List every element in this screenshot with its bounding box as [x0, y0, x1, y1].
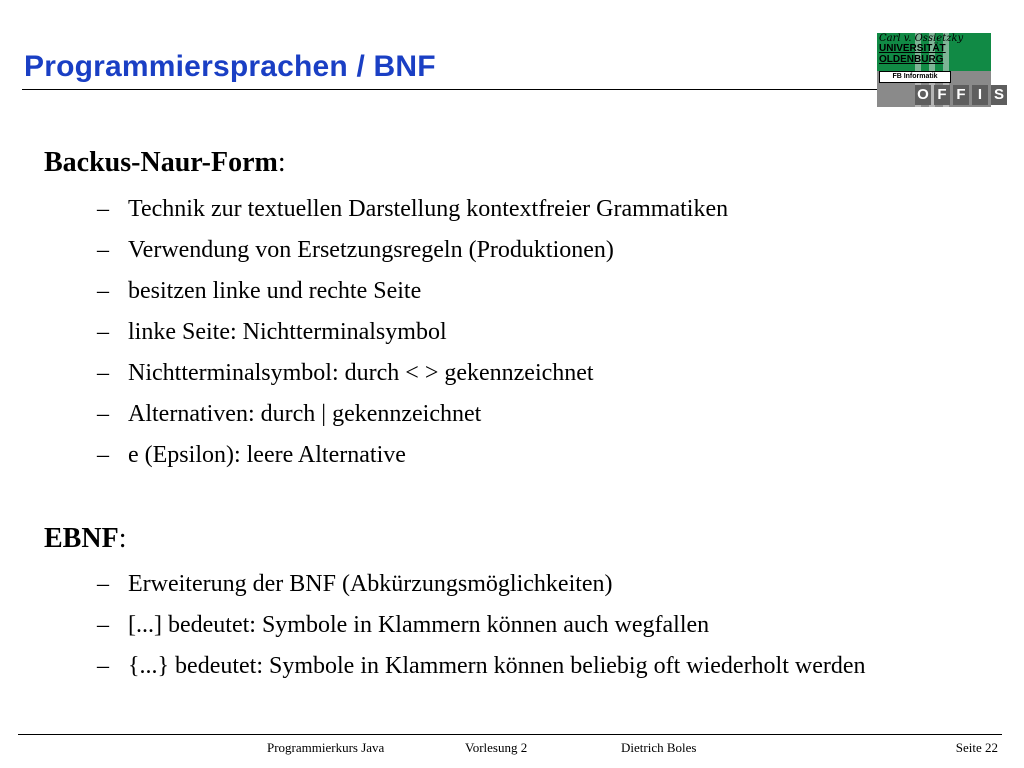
logo-university-line1: UNIVERSITÄT	[879, 43, 946, 54]
title-divider	[22, 89, 880, 90]
bullet-dash: –	[97, 196, 109, 222]
logo-university-line2: OLDENBURG	[879, 54, 944, 65]
section-heading-colon: :	[118, 523, 127, 554]
bullet-dash: –	[97, 401, 109, 427]
bullet-dash: –	[97, 612, 109, 638]
logo-letter: S	[991, 85, 1007, 105]
footer-lecture: Vorlesung 2	[465, 740, 528, 755]
footer-course: Programmierkurs Java	[267, 740, 385, 755]
bullet-dash: –	[97, 360, 109, 386]
footer-page-number: Seite 22	[955, 740, 998, 755]
list-item	[0, 316, 928, 357]
list-item-text: Technik zur textuellen Darstellung kontextfreier Grammatiken	[128, 196, 729, 222]
list-item-text: linke Seite: Nichtterminalsymbol	[128, 319, 447, 345]
list-item	[0, 439, 928, 480]
list-item	[0, 609, 928, 650]
logo-signature: Carl v. Ossietzky	[879, 33, 964, 44]
section-heading-colon: :	[277, 147, 286, 178]
section-heading-text: EBNF	[44, 523, 119, 554]
footer-author: Dietrich Boles	[621, 740, 697, 755]
bullet-dash: –	[97, 237, 109, 263]
bullet-dash: –	[97, 442, 109, 468]
logo-department: FB Informatik	[879, 71, 951, 83]
page-title: Programmiersprachen / BNF	[24, 50, 436, 83]
logo-letter: F	[953, 85, 969, 105]
list-item	[0, 357, 928, 398]
list-item-text: {...} bedeutet: Symbole in Klammern können beliebig oft wiederholt werden	[128, 653, 866, 679]
bullet-dash: –	[97, 653, 109, 679]
section-heading-bnf	[44, 147, 286, 179]
bnf-list	[0, 193, 928, 480]
bullet-dash: –	[97, 319, 109, 345]
ebnf-list	[0, 568, 928, 691]
list-item-text: [...] bedeutet: Symbole in Klammern können auch wegfallen	[128, 612, 710, 638]
logo-letter: F	[934, 85, 950, 105]
list-item	[0, 193, 928, 234]
list-item-text: Verwendung von Ersetzungsregeln (Produktionen)	[128, 237, 614, 263]
list-item-text: besitzen linke und rechte Seite	[128, 278, 422, 304]
university-logo	[877, 33, 1004, 107]
logo-letter: I	[972, 85, 988, 105]
list-item	[0, 650, 928, 691]
bullet-dash: –	[97, 278, 109, 304]
bullet-dash: –	[97, 571, 109, 597]
section-heading-text: Backus-Naur-Form	[44, 147, 278, 178]
logo-letter: O	[915, 85, 931, 105]
list-item	[0, 568, 928, 609]
list-item	[0, 398, 928, 439]
list-item-text: Erweiterung der BNF (Abkürzungsmöglichkeiten)	[128, 571, 613, 597]
list-item	[0, 275, 928, 316]
footer-divider	[18, 734, 1002, 735]
list-item-text: Alternativen: durch | gekennzeichnet	[128, 401, 482, 427]
list-item-text: e (Epsilon): leere Alternative	[128, 442, 406, 468]
section-heading-ebnf	[44, 523, 126, 555]
logo-offis	[915, 85, 1007, 105]
list-item-text: Nichtterminalsymbol: durch < > gekennzeichnet	[128, 360, 594, 386]
list-item	[0, 234, 928, 275]
